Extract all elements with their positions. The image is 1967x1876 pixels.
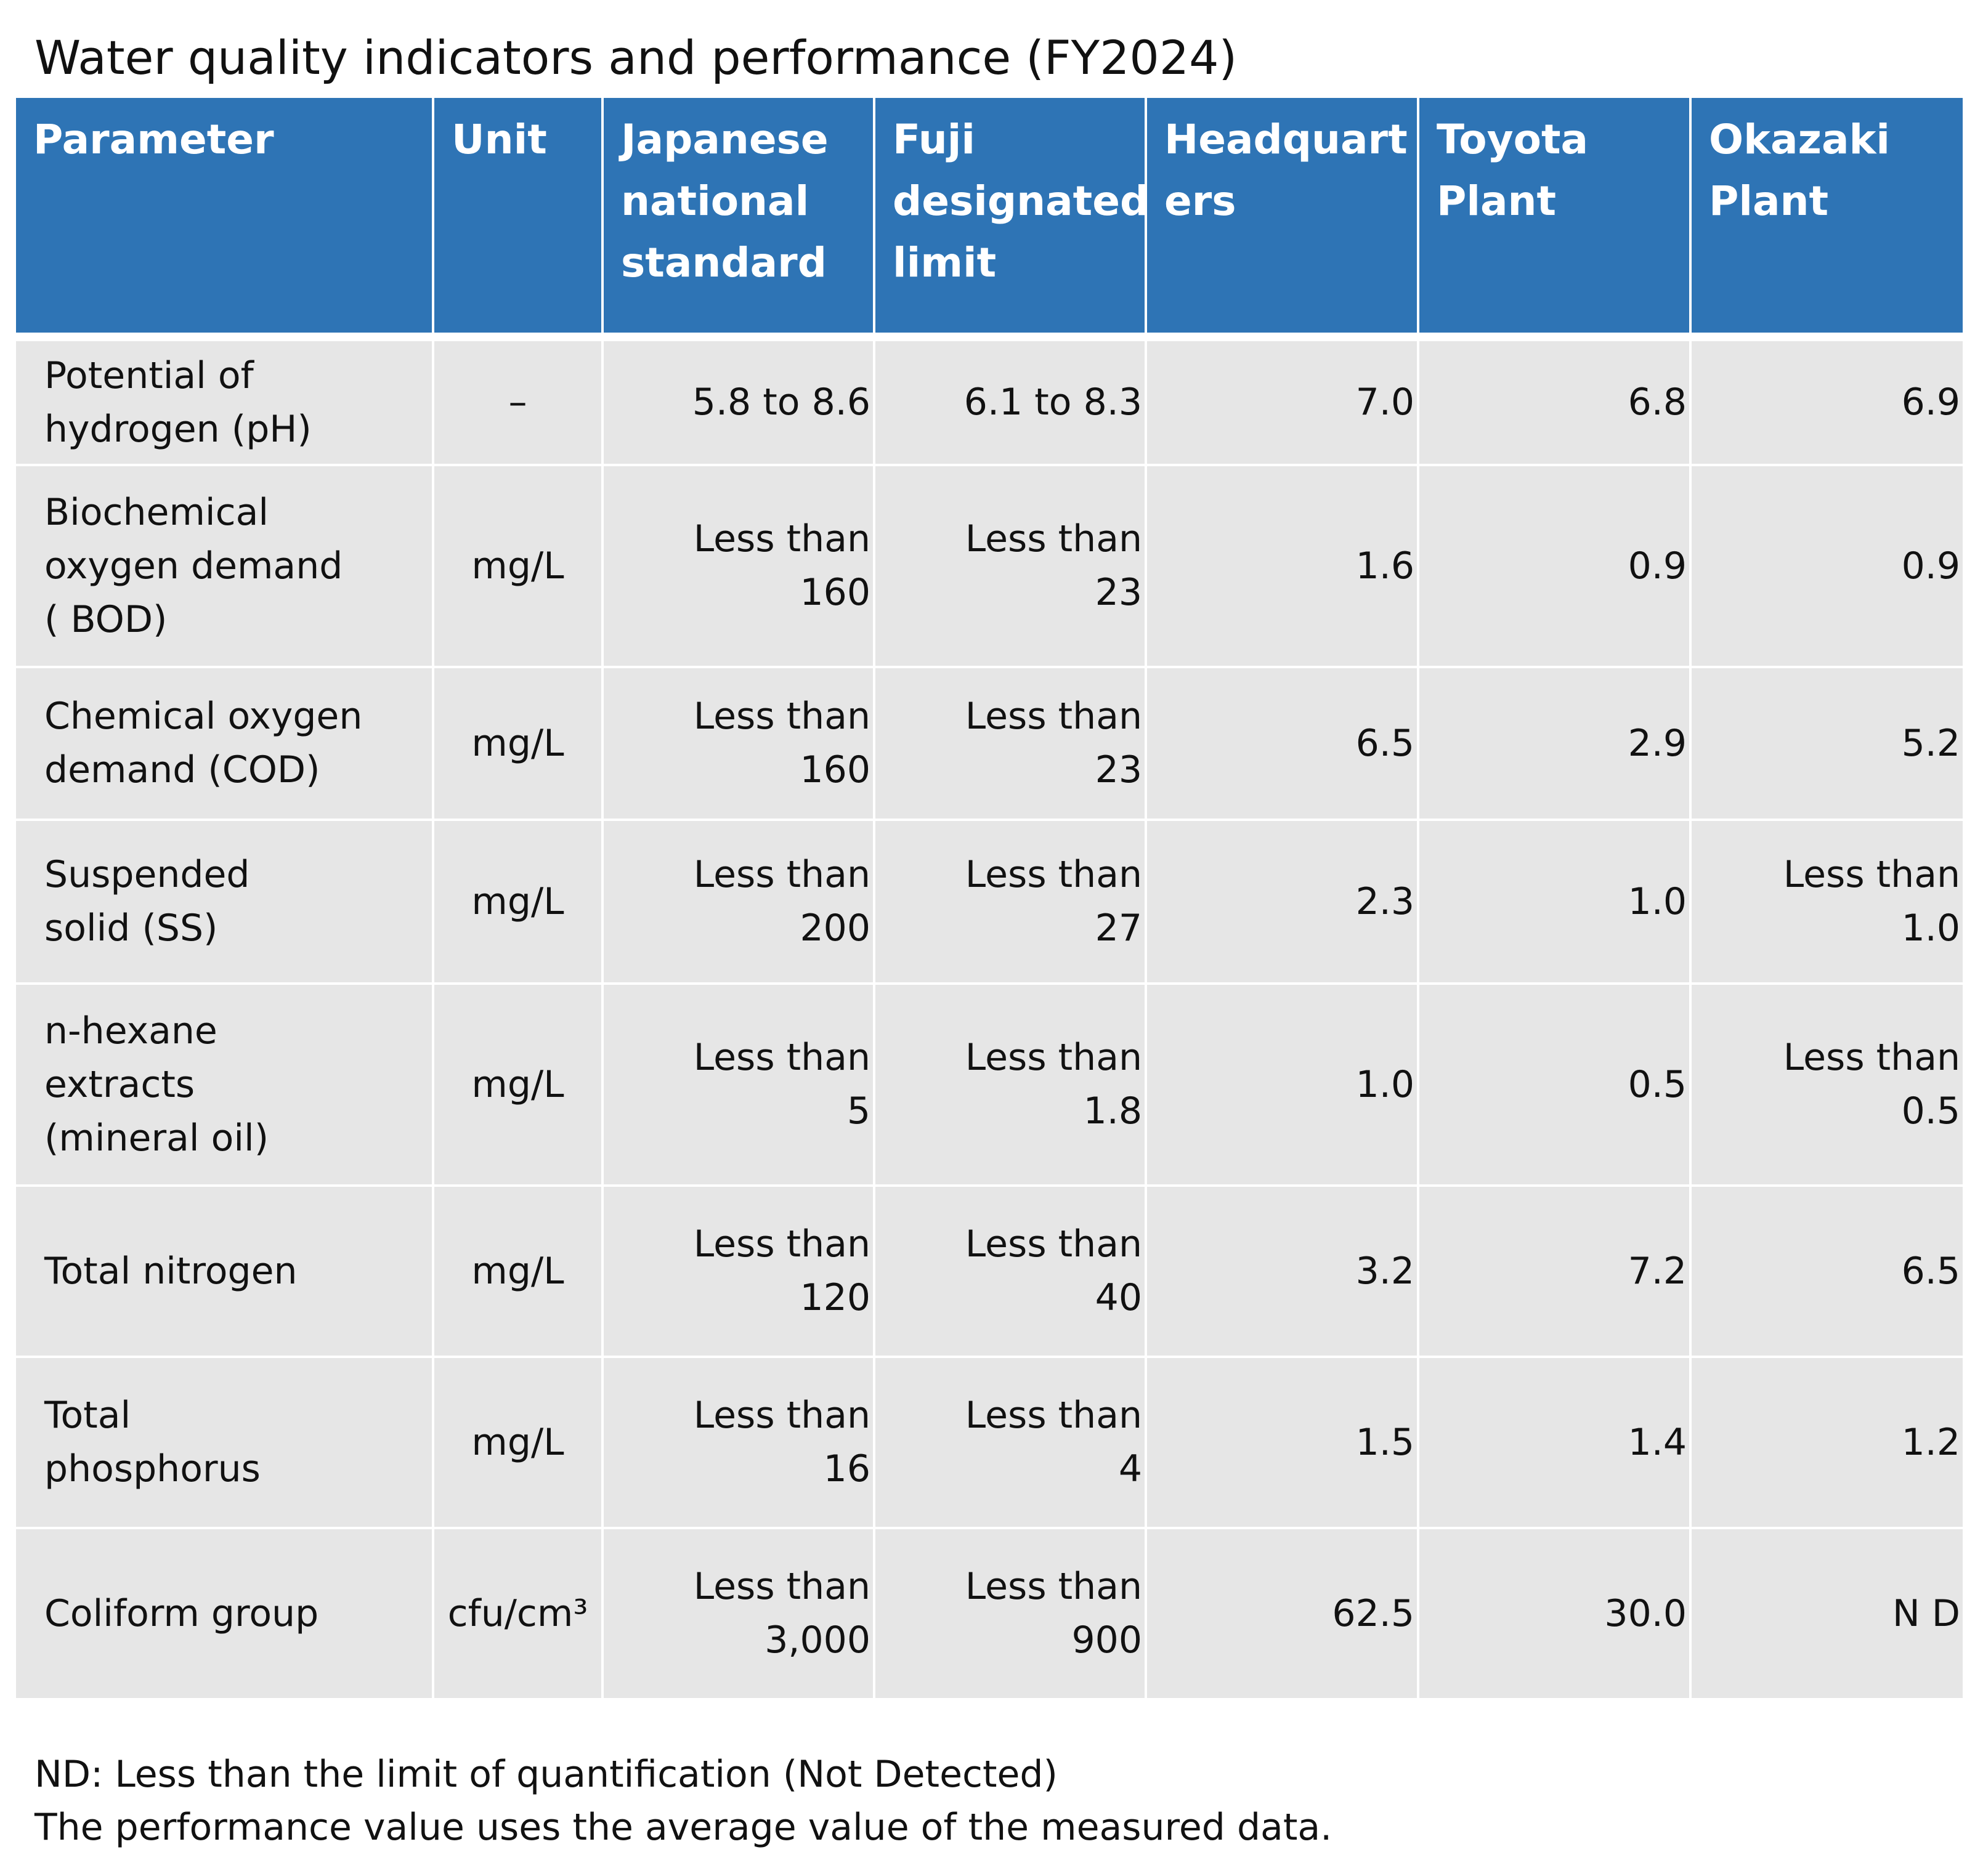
column-header-toyota-plant: Toyota Plant	[1418, 97, 1690, 337]
column-header-parameter: Parameter	[15, 97, 433, 337]
fuji-limit-cell: Less than 23	[874, 667, 1146, 820]
table-row	[15, 465, 1964, 667]
column-header-fuji-limit: Fuji designated limit	[874, 97, 1146, 337]
fuji-limit-cell: Less than 23	[874, 465, 1146, 667]
parameter-cell: Coliform group	[15, 1528, 433, 1699]
toyota-value-cell: 0.5	[1418, 984, 1690, 1186]
okazaki-value-cell: 5.2	[1690, 667, 1964, 820]
national-standard-cell: Less than 160	[602, 667, 874, 820]
national-standard-cell: Less than 16	[602, 1357, 874, 1528]
fuji-limit-cell: Less than 1.8	[874, 984, 1146, 1186]
table-row	[15, 667, 1964, 820]
unit-cell: cfu/cm³	[433, 1528, 602, 1699]
toyota-value-cell: 0.9	[1418, 465, 1690, 667]
column-header-okazaki-plant: Okazaki Plant	[1690, 97, 1964, 337]
fuji-limit-cell: Less than 27	[874, 820, 1146, 984]
okazaki-value-cell: N D	[1690, 1528, 1964, 1699]
fuji-limit-cell: 6.1 to 8.3	[874, 337, 1146, 465]
national-standard-cell: Less than 5	[602, 984, 874, 1186]
parameter-cell: Chemical oxygen demand (COD)	[15, 667, 433, 820]
okazaki-value-cell: 0.9	[1690, 465, 1964, 667]
headquarters-value-cell: 62.5	[1146, 1528, 1418, 1699]
okazaki-value-cell: 6.9	[1690, 337, 1964, 465]
unit-cell: mg/L	[433, 1357, 602, 1528]
headquarters-value-cell: 1.5	[1146, 1357, 1418, 1528]
national-standard-cell: Less than 200	[602, 820, 874, 984]
toyota-value-cell: 7.2	[1418, 1186, 1690, 1357]
headquarters-value-cell: 2.3	[1146, 820, 1418, 984]
table-row	[15, 1528, 1964, 1699]
headquarters-value-cell: 7.0	[1146, 337, 1418, 465]
headquarters-value-cell: 3.2	[1146, 1186, 1418, 1357]
table-notes	[34, 1748, 1332, 1854]
national-standard-cell: 5.8 to 8.6	[602, 337, 874, 465]
table-row	[15, 1186, 1964, 1357]
table-title: Water quality indicators and performance (FY2024)	[34, 30, 1238, 85]
national-standard-cell: Less than 3,000	[602, 1528, 874, 1699]
headquarters-value-cell: 1.0	[1146, 984, 1418, 1186]
okazaki-value-cell: 6.5	[1690, 1186, 1964, 1357]
column-header-headquarters: Headquart ers	[1146, 97, 1418, 337]
note-average-value: The performance value uses the average value of the measured data.	[34, 1806, 1332, 1849]
toyota-value-cell: 1.4	[1418, 1357, 1690, 1528]
table-row	[15, 820, 1964, 984]
table-row	[15, 984, 1964, 1186]
headquarters-value-cell: 1.6	[1146, 465, 1418, 667]
unit-cell: mg/L	[433, 465, 602, 667]
parameter-cell: Total nitrogen	[15, 1186, 433, 1357]
okazaki-value-cell: Less than 0.5	[1690, 984, 1964, 1186]
fuji-limit-cell: Less than 4	[874, 1357, 1146, 1528]
unit-cell: mg/L	[433, 1186, 602, 1357]
column-header-national-standard: Japanese national standard	[602, 97, 874, 337]
parameter-cell: n-hexane extracts (mineral oil)	[15, 984, 433, 1186]
parameter-cell: Suspended solid (SS)	[15, 820, 433, 984]
headquarters-value-cell: 6.5	[1146, 667, 1418, 820]
unit-cell: mg/L	[433, 820, 602, 984]
table-header-row	[15, 97, 1964, 337]
table-row	[15, 1357, 1964, 1528]
parameter-cell: Potential of hydrogen (pH)	[15, 337, 433, 465]
table-row	[15, 337, 1964, 465]
toyota-value-cell: 1.0	[1418, 820, 1690, 984]
toyota-value-cell: 6.8	[1418, 337, 1690, 465]
unit-cell: mg/L	[433, 984, 602, 1186]
parameter-cell: Total phosphorus	[15, 1357, 433, 1528]
fuji-limit-cell: Less than 900	[874, 1528, 1146, 1699]
parameter-cell: Biochemical oxygen demand ( BOD)	[15, 465, 433, 667]
toyota-value-cell: 30.0	[1418, 1528, 1690, 1699]
okazaki-value-cell: 1.2	[1690, 1357, 1964, 1528]
fuji-limit-cell: Less than 40	[874, 1186, 1146, 1357]
national-standard-cell: Less than 160	[602, 465, 874, 667]
column-header-unit: Unit	[433, 97, 602, 337]
water-quality-table	[14, 95, 1965, 1700]
unit-cell: –	[433, 337, 602, 465]
unit-cell: mg/L	[433, 667, 602, 820]
note-nd-definition: ND: Less than the limit of quantification (Not Detected)	[34, 1753, 1058, 1796]
national-standard-cell: Less than 120	[602, 1186, 874, 1357]
okazaki-value-cell: Less than 1.0	[1690, 820, 1964, 984]
toyota-value-cell: 2.9	[1418, 667, 1690, 820]
